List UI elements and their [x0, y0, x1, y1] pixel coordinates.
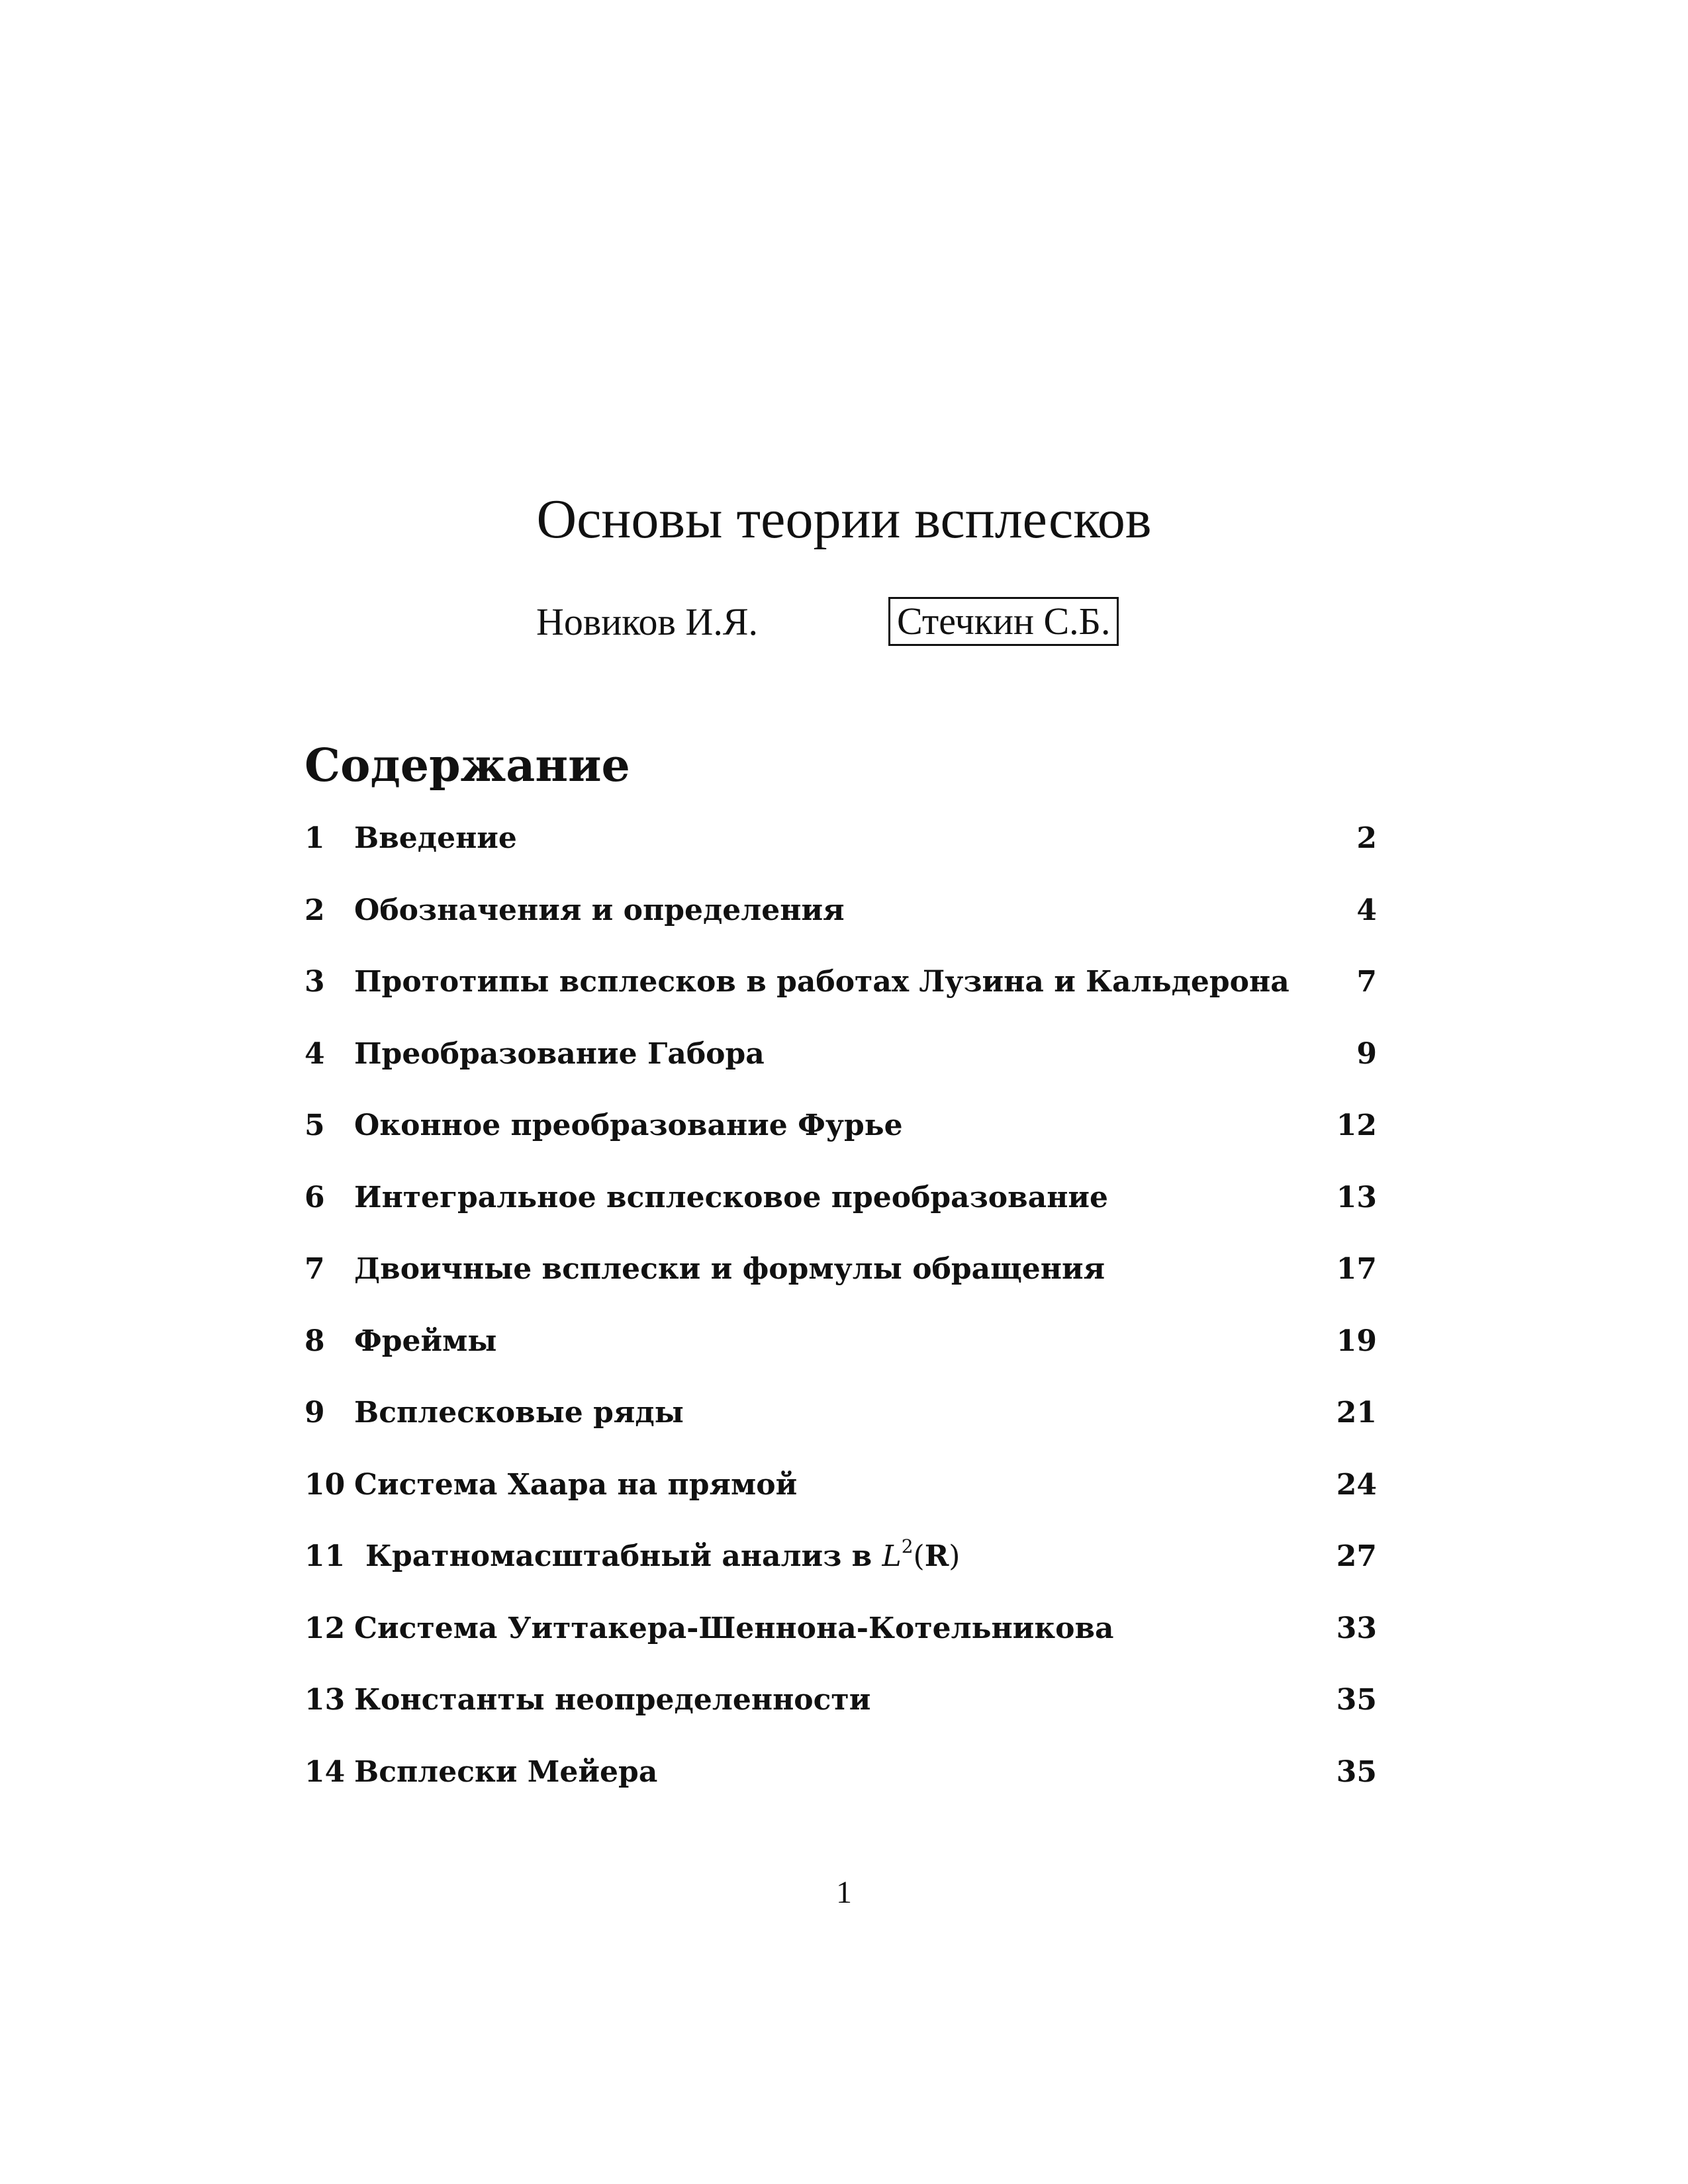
toc-entry-page: 33 — [1336, 1611, 1377, 1645]
author-stechkin-framed: Стечкин С.Б. — [888, 597, 1119, 646]
toc-entry-number: 10 — [305, 1467, 346, 1502]
toc-entry-page: 2 — [1356, 821, 1377, 855]
toc-entry-page: 35 — [1336, 1754, 1377, 1789]
toc-entry-page: 12 — [1336, 1109, 1377, 1142]
toc-entry-title: Двоичные всплески и формулы обращения — [354, 1252, 1105, 1286]
toc-entry[interactable] — [305, 1106, 1377, 1178]
toc-entry-number: 2 — [305, 893, 325, 927]
toc-entry-title: Оконное преобразование Фурье — [354, 1109, 903, 1142]
math-superscript: 2 — [901, 1535, 914, 1557]
author-novikov: Новиков И.Я. — [536, 600, 759, 643]
toc-entry-title: Система Хаара на прямой — [354, 1467, 798, 1502]
toc-entry[interactable] — [305, 962, 1377, 1034]
toc-entry-title: Всплесковые ряды — [354, 1396, 684, 1430]
toc-entry-number: 6 — [305, 1180, 325, 1214]
toc-entry-title: Преобразование Габора — [354, 1036, 765, 1071]
toc-entry-page: 13 — [1336, 1180, 1377, 1214]
toc-entry-title: Введение — [354, 821, 517, 855]
toc-entry-page: 35 — [1336, 1683, 1377, 1717]
toc-entry-page: 7 — [1356, 965, 1377, 999]
document-title: Основы теории всплесков — [536, 488, 1152, 550]
math-symbol-reals: R — [924, 1539, 949, 1573]
toc-entry-number: 4 — [305, 1036, 325, 1071]
toc-heading: Содержание — [305, 739, 630, 792]
toc-entry-number: 9 — [305, 1396, 325, 1430]
toc-entry[interactable] — [305, 1322, 1377, 1394]
toc-entry-number: 8 — [305, 1324, 325, 1358]
toc-entry-number: 5 — [305, 1109, 325, 1142]
toc-entry-page: 27 — [1336, 1539, 1377, 1573]
toc-entry-number: 11 — [305, 1539, 346, 1573]
toc-entry-title: Фреймы — [354, 1324, 497, 1358]
toc-entry[interactable] — [305, 1609, 1377, 1681]
page-number: 1 — [836, 1875, 852, 1910]
toc-entry-number: 12 — [305, 1611, 346, 1645]
toc-entry-number: 1 — [305, 821, 325, 855]
toc-entry-title: Прототипы всплесков в работах Лузина и Кальдерона — [354, 965, 1289, 999]
toc-entry-page: 17 — [1336, 1252, 1377, 1286]
toc-entry[interactable] — [305, 1680, 1377, 1752]
toc-entry-page: 21 — [1336, 1396, 1377, 1430]
toc-entry[interactable] — [305, 1752, 1377, 1825]
toc-entry[interactable] — [305, 1178, 1377, 1250]
toc-entry-number: 13 — [305, 1683, 346, 1717]
toc-entry-number: 3 — [305, 965, 325, 999]
toc-entry[interactable] — [305, 1393, 1377, 1465]
toc-entry[interactable] — [305, 1465, 1377, 1537]
toc-entry-title: Система Уиттакера-Шеннона-Котельникова — [354, 1611, 1114, 1645]
table-of-contents — [305, 819, 1377, 1824]
toc-entry[interactable] — [305, 1250, 1377, 1322]
toc-entry-title: Интегральное всплесковое преобразование — [354, 1180, 1109, 1214]
toc-entry-title: Константы неопределенности — [354, 1683, 871, 1717]
math-symbol-l: L — [882, 1539, 902, 1573]
toc-entry-page: 24 — [1336, 1467, 1377, 1502]
toc-entry[interactable] — [305, 891, 1377, 963]
toc-entry-page: 4 — [1356, 893, 1377, 927]
toc-entry[interactable] — [305, 1537, 1377, 1609]
toc-entry-number: 14 — [305, 1754, 346, 1789]
toc-entry-title: Кратномасштабный анализ в $L^2(R)$ — [365, 1535, 961, 1573]
toc-entry-title-text: Кратномасштабный анализ в — [365, 1539, 882, 1573]
toc-entry-page: 9 — [1356, 1036, 1377, 1071]
toc-entry[interactable] — [305, 819, 1377, 891]
toc-entry-title: Обозначения и определения — [354, 893, 845, 927]
toc-entry-number: 7 — [305, 1252, 325, 1286]
toc-entry-page: 19 — [1336, 1324, 1377, 1358]
toc-entry[interactable] — [305, 1034, 1377, 1107]
toc-entry-title: Всплески Мейера — [354, 1754, 658, 1789]
